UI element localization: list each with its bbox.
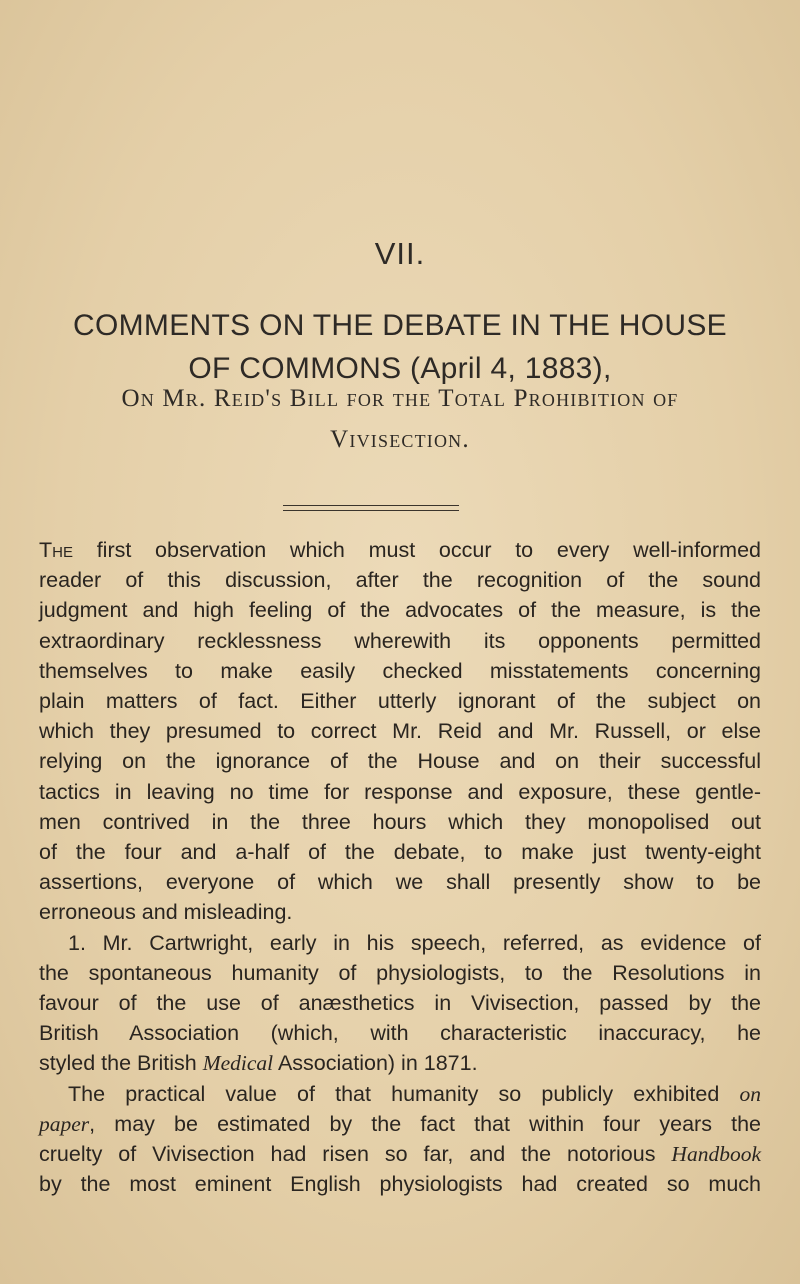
paragraph-2-line: British Association (which, with characteristic inaccuracy, he	[39, 1021, 761, 1046]
divider-rule-top	[283, 505, 459, 506]
italic-word: paper	[39, 1111, 90, 1136]
paragraph-2-line: styled the British Medical Association) in 1871.	[39, 1051, 478, 1076]
paragraph-1-line: men contrived in the three hours which they monopolised out	[39, 809, 761, 834]
paragraph-1-line: extraordinary recklessness wherewith its opponents permitted	[39, 628, 761, 653]
paragraph-2-line: 1. Mr. Cartwright, early in his speech, referred, as evidence of	[68, 930, 761, 955]
paragraph-1-line: tactics in leaving no time for response and exposure, these gentle-	[39, 779, 761, 804]
paragraph-1-line: assertions, everyone of which we shall presently show to be	[39, 870, 761, 895]
paragraph-2	[39, 928, 761, 1079]
paragraph-1-line: relying on the ignorance of the House and on their successful	[39, 749, 761, 774]
chapter-subtitle-line-2: Vivisection.	[330, 426, 470, 453]
chapter-subtitle	[0, 378, 800, 460]
paragraph-3-line: The practical value of that humanity so publicly exhibited on	[68, 1081, 761, 1106]
italic-word: Medical	[202, 1051, 274, 1076]
paragraph-1-line: of the four and a-half of the debate, to make just twenty-eight	[39, 840, 761, 865]
paragraph-1-line-1: The first observation which must occur to every well-informed	[39, 538, 761, 562]
paragraph-3	[39, 1079, 761, 1200]
chapter-title-line-2: OF COMMONS (April 4, 1883),	[188, 352, 612, 385]
chapter-subtitle-line-1: On Mr. Reid's Bill for the Total Prohibition of	[121, 385, 679, 412]
paragraph-1	[39, 535, 761, 928]
paragraph-3-line: paper, may be estimated by the fact that within four years the	[39, 1111, 761, 1136]
paragraph-1-line: erroneous and misleading.	[39, 900, 293, 925]
paragraph-1-line: judgment and high feeling of the advocates of the measure, is the	[39, 598, 761, 623]
paragraph-2-line: the spontaneous humanity of physiologists, to the Resolutions in	[39, 960, 761, 985]
italic-word: Handbook	[671, 1142, 761, 1167]
paragraph-2-line: favour of the use of anæsthetics in Vivisection, passed by the	[39, 991, 761, 1016]
paragraph-1-lead-word: The	[39, 538, 73, 562]
paragraph-1-line: themselves to make easily checked misstatements concerning	[39, 658, 761, 683]
paragraph-1-line: plain matters of fact. Either utterly ignorant of the subject on	[39, 689, 761, 714]
paragraph-1-line: which they presumed to correct Mr. Reid and Mr. Russell, or else	[39, 719, 761, 744]
paragraph-3-line: by the most eminent English physiologists had created so much	[39, 1172, 761, 1197]
body-text	[39, 535, 761, 1199]
italic-word: on	[739, 1081, 761, 1106]
chapter-number: VII.	[374, 236, 426, 271]
chapter-title-line-1: COMMENTS ON THE DEBATE IN THE HOUSE	[73, 309, 727, 342]
paragraph-3-line: cruelty of Vivisection had risen so far, and the notorious Handbook	[39, 1142, 761, 1167]
divider-rule-bottom	[283, 510, 459, 511]
paragraph-1-line: reader of this discussion, after the recognition of the sound	[39, 568, 761, 593]
